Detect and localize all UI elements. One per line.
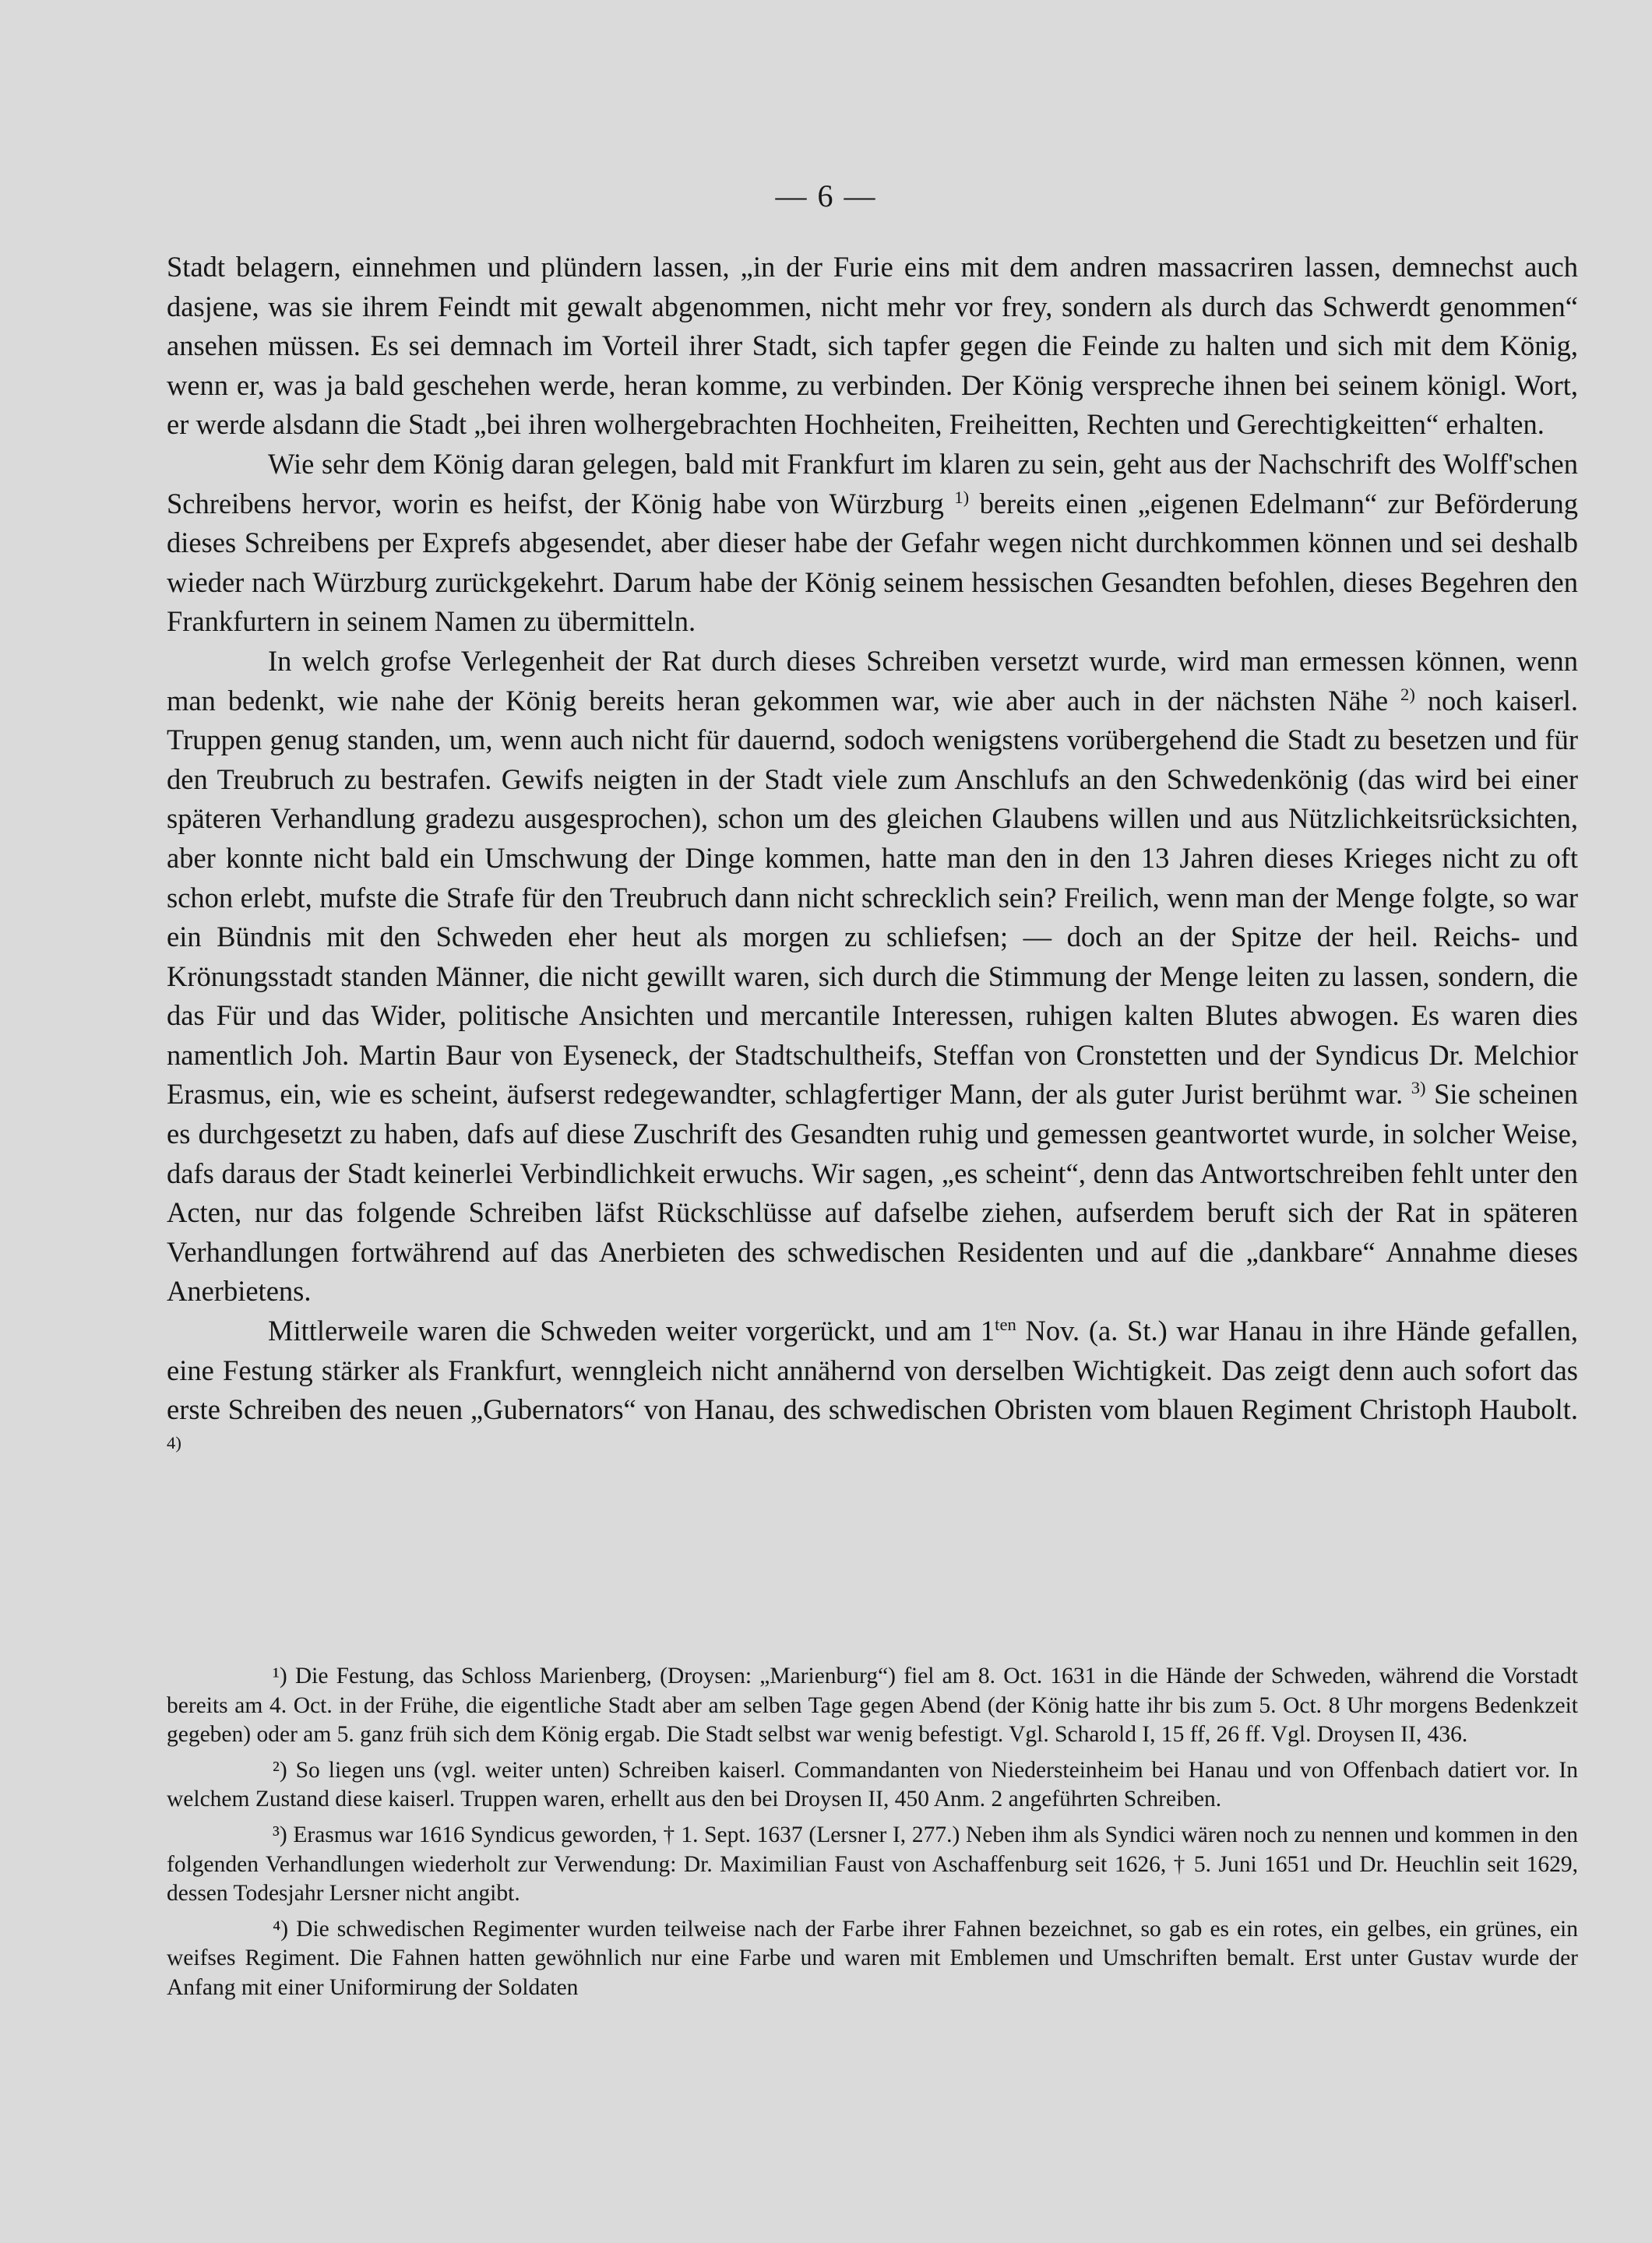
footnote-ref-3: 3) (1411, 1078, 1426, 1098)
paragraph-2: Wie sehr dem König daran gelegen, bald mit Frankfurt im klaren zu sein, geht aus der Nachschrift des Wolff'schen Schreibens hervor, worin es heifst, der König habe von Würzburg $^{1)}$ bereits einen „eigenen Edelmann“ zur Beförderung dieses Schreibens per Exprefs abgesendet, aber dieser habe der Gefahr wegen nicht durchkommen können und sei deshalb wieder nach Würzburg zurückgekehrt. Darum habe der König seinem hessischen Gesandten befohlen, dieses Begehren den Frankfurtern in seinem Namen zu übermitteln. (167, 447, 1578, 638)
footnote-3: ³) Erasmus war 1616 Syndicus geworden, † 1. Sept. 1637 (Lersner I, 277.) Neben ihm als Syndici wären noch zu nennen und kommen in den folgenden Verhandlungen wiederholt zur Verwendung: Dr. Maximilian Faust von Aschaffenburg seit 1626, † 5. Juni 1651 und Dr. Heuchlin seit 1629, dessen Todesjahr Lersner nicht angibt. (167, 1822, 1578, 1907)
ordinal-suffix: ten (995, 1314, 1016, 1334)
main-text (167, 248, 1578, 1469)
paragraph-3: In welch grofse Verlegenheit der Rat durch dieses Schreiben versetzt wurde, wird man ermessen können, wenn man bedenkt, wie nahe der König bereits heran gekommen war, wie aber auch in der nächsten Nähe $^{2)}$ noch kaiserl. Truppen genug standen, um, wenn auch nicht für dauernd, sodoch wenigstens vorübergehend die Stadt zu besetzen und für den Treubruch zu bestrafen. Gewifs neigten in der Stadt viele zum Anschlufs an den Schwedenkönig (das wird bei einer späteren Verhandlung gradezu ausgesprochen), schon um des gleichen Glaubens willen und aus Nützlichkeitsrücksichten, aber konnte nicht bald ein Umschwung der Dinge kommen, hatte man den in den 13 Jahren dieses Krieges nicht zu oft schon erlebt, mufste die Strafe für den Treubruch dann nicht schrecklich sein? Freilich, wenn man der Menge folgte, so war ein Bündnis mit den Schweden eher heut als morgen zu schliefsen; — doch an der Spitze der heil. Reichs- und Krönungsstadt standen Männer, die nicht gewillt waren, sich durch die Stimmung der Menge leiten zu lassen, sondern, die das Für und das Wider, politische Ansichten und mercantile Interessen, ruhigen kalten Blutes abwogen. Es waren dies namentlich Joh. Martin Baur von Eyseneck, der Stadtschultheifs, Steffan von Cronstetten und der Syndicus Dr. Melchior Erasmus, ein, wie es scheint, äufserst redegewandter, schlagfertiger Mann, der als guter Jurist berühmt war. $^{3)}$ Sie scheinen es durchgesetzt zu haben, dafs auf diese Zuschrift des Gesandten ruhig und gemessen geantwortet wurde, in solcher Weise, dafs daraus der Stadt keinerlei Verbindlichkeit erwuchs. Wir sagen, „es scheint“, denn das Antwortschreiben fehlt unter den Acten, nur das folgende Schreiben läfst Rückschlüsse auf dafselbe ziehen, aufserdem beruft sich der Rat in späteren Verhandlungen fortwährend auf das Anerbieten des schwedischen Residenten und auf die „dankbare“ Annahme dieses Anerbietens. (167, 644, 1579, 1308)
footnote-ref-4: 4) (167, 1432, 181, 1452)
footnote-1: ¹) Die Festung, das Schloss Marienberg, (Droysen: „Marienburg“) fiel am 8. Oct. 1631 in die Hände der Schweden, während die Vorstadt bereits am 4. Oct. in der Frühe, die eigentliche Stadt aber am selben Tage gegen Abend (der König hatte ihr bis zum 5. Oct. 8 Uhr morgens Bedenkzeit gegeben) oder am 5. ganz früh sich dem König ergab. Die Stadt selbst war wenig befestigt. Vgl. Scharold I, 15 ff, 26 ff. Vgl. Droysen II, 436. (167, 1664, 1578, 1748)
footnotes (167, 1662, 1578, 2009)
footnote-2: ²) So liegen uns (vgl. weiter unten) Schreiben kaiserl. Commandanten von Niedersteinheim bei Hanau und von Offenbach datiert vor. In welchem Zustand diese kaiserl. Truppen waren, erhellt aus den bei Droysen II, 450 Anm. 2 angeführten Schreiben. (167, 1757, 1578, 1812)
paragraph-4: Mittlerweile waren die Schweden weiter vorgerückt, und am $1^{ten}$ Nov. (a. St.) war Hanau in ihre Hände gefallen, eine Festung stärker als Frankfurt, wenngleich nicht annähernd von derselben Wichtigkeit. Das zeigt denn auch sofort das erste Schreiben des neuen „Gubernators“ von Hanau, des schwedischen Obristen vom blauen Regiment Christoph Haubolt. $^{4)}$ (167, 1314, 1578, 1452)
footnote-ref-1: 1) (954, 487, 970, 507)
page-number: — 6 — (775, 178, 877, 213)
paragraph-1: Stadt belagern, einnehmen und plündern lassen, „in der Furie eins mit dem andren massacriren lassen, demnechst auch dasjene, was sie ihrem Feindt mit gewalt abgenommen, nicht mehr vor frey, sondern als durch das Schwerdt genommen“ ansehen müssen. Es sei demnach im Vorteil ihrer Stadt, sich tapfer gegen die Feinde zu halten und sich mit dem König, wenn er, was ja bald geschehen werde, heran komme, zu verbinden. Der König verspreche ihnen bei seinem königl. Wort, er werde alsdann die Stadt „bei ihren wolhergebrachten Hochheiten, Freiheitten, Rechten und Gerechtigkeitten“ erhalten. (167, 251, 1578, 441)
footnote-ref-2: 2) (1400, 684, 1415, 704)
footnote-4: ⁴) Die schwedischen Regimenter wurden teilweise nach der Farbe ihrer Fahnen bezeichnet, so gab es ein rotes, ein gelbes, ein grünes, ein weifses Regiment. Die Fahnen hatten gewöhnlich nur eine Farbe und waren mit Emblemen und Umschriften bemalt. Erst unter Gustav wurde der Anfang mit einer Uniformirung der Soldaten (167, 1916, 1578, 2000)
